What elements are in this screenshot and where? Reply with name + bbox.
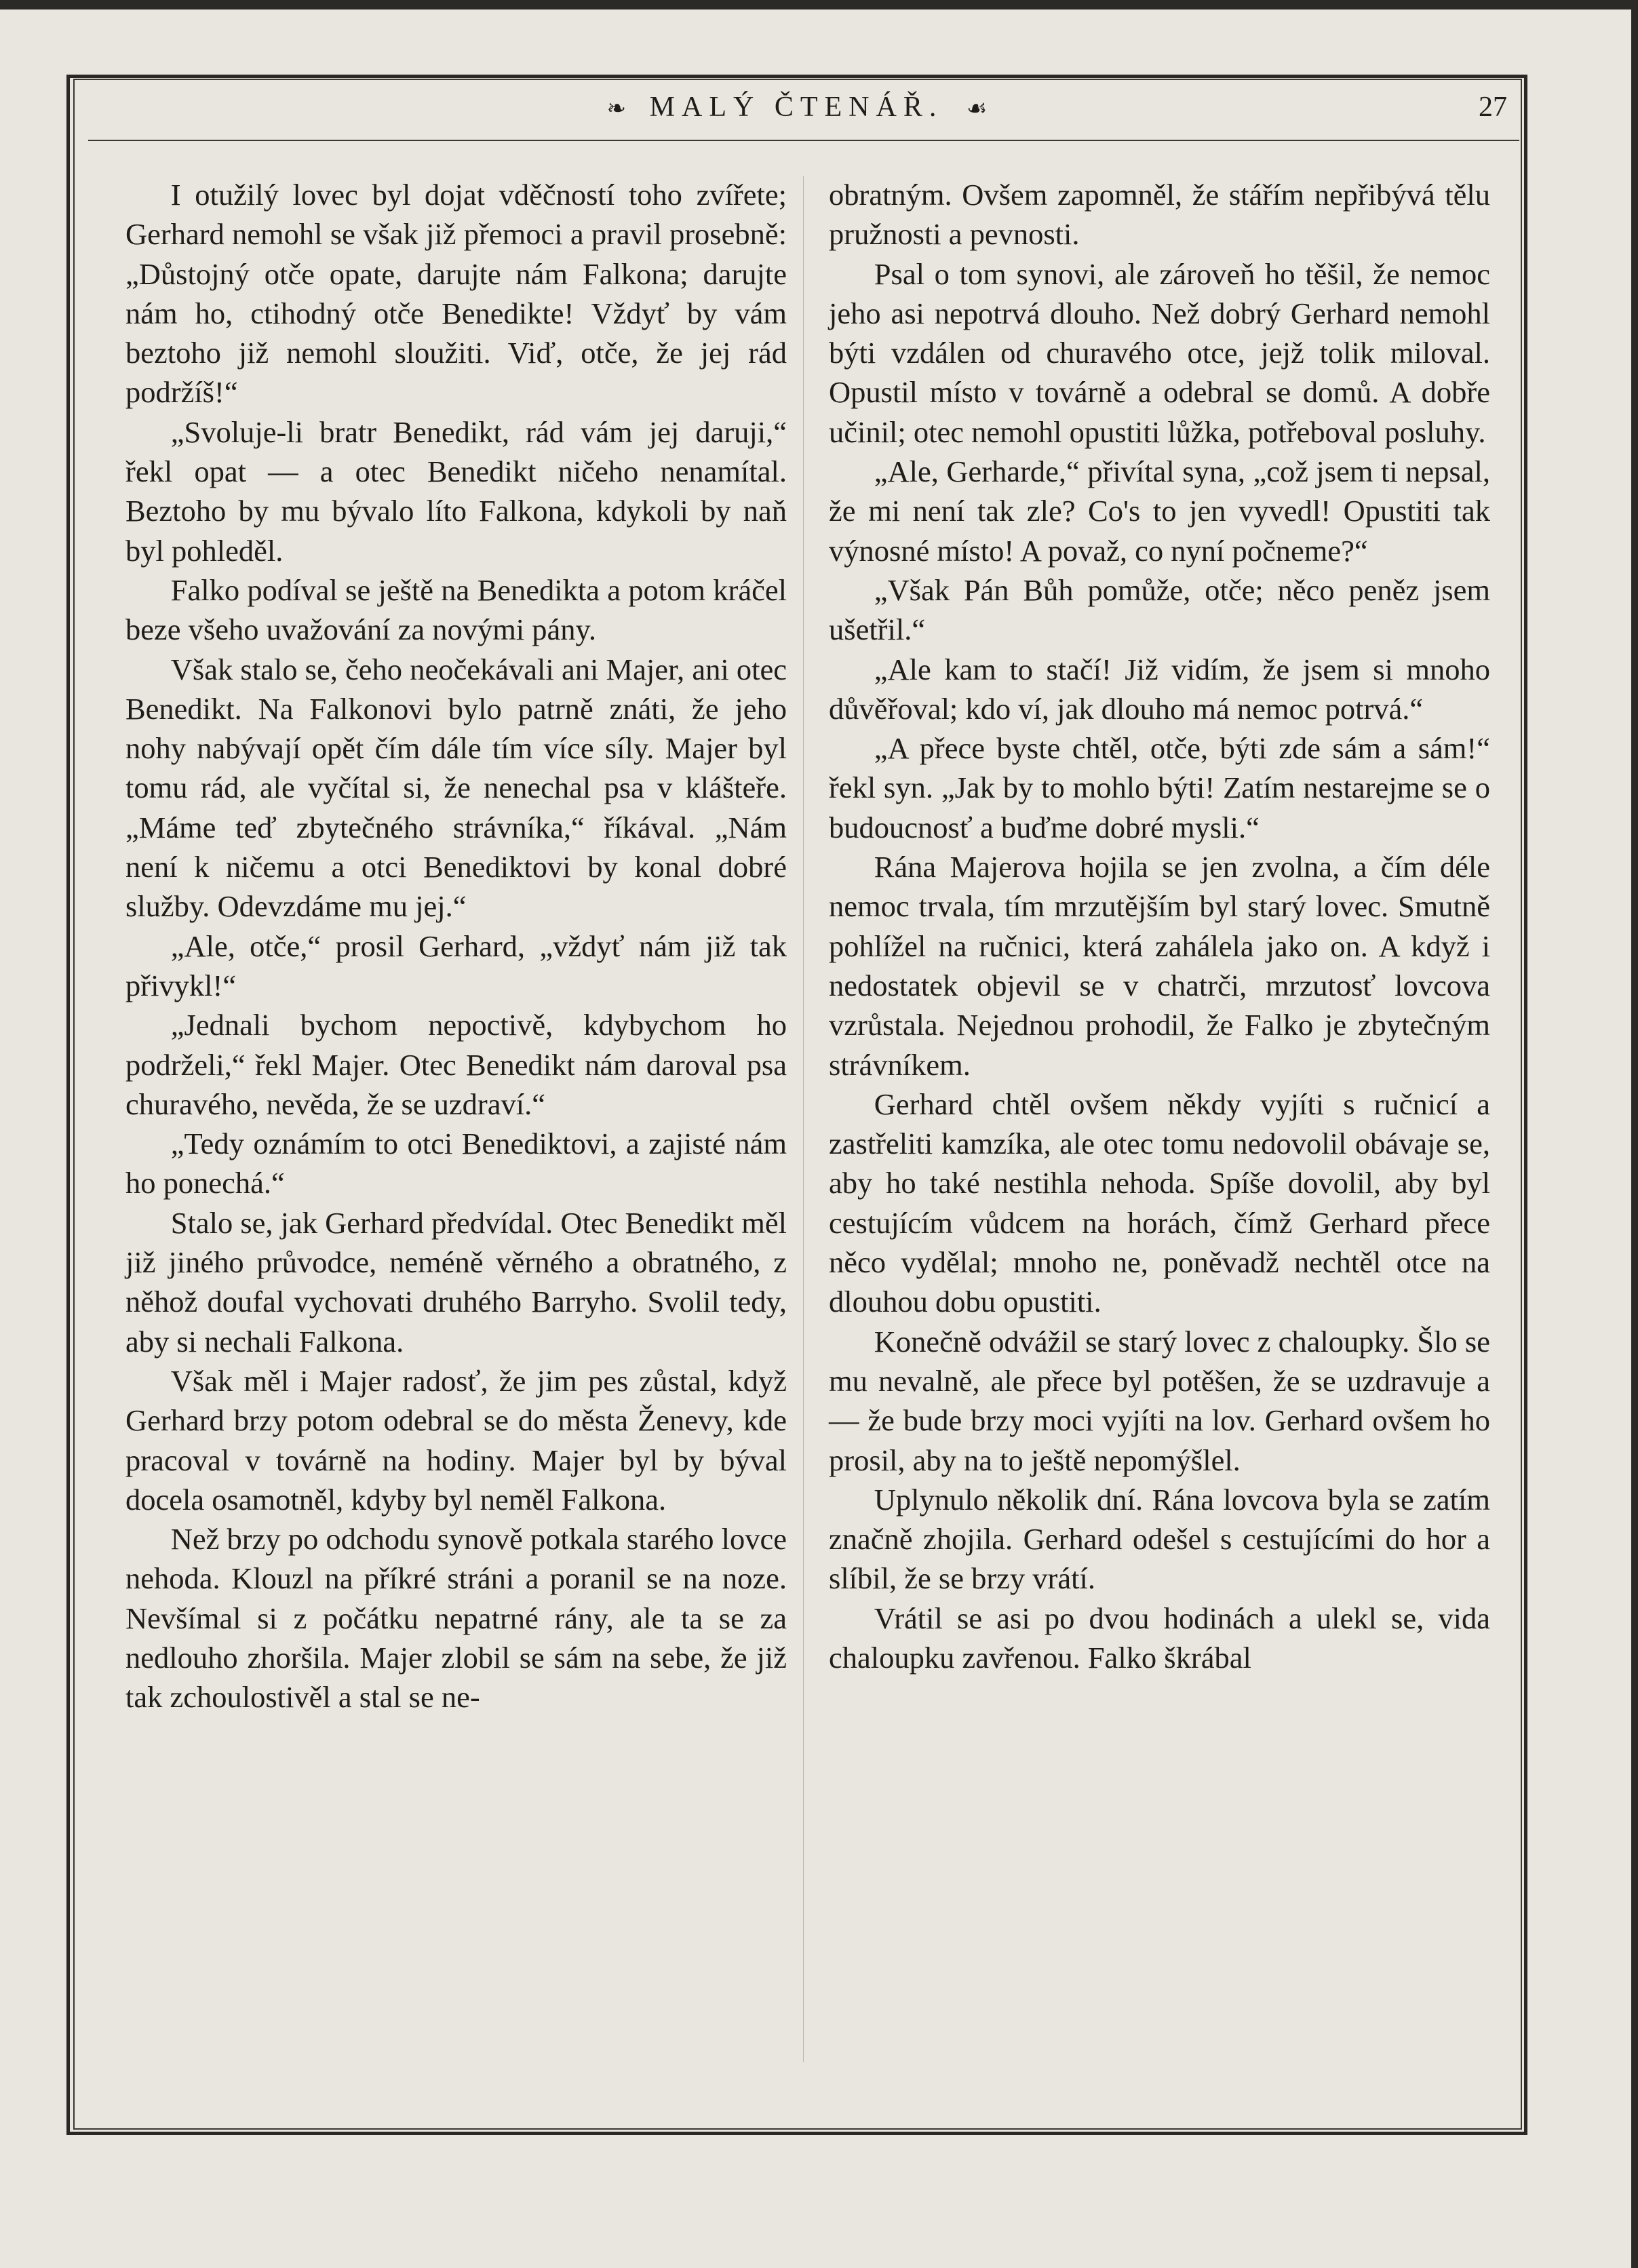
column-divider [803,176,804,2062]
header-rule [88,140,1519,141]
paragraph: „Tedy oznámím to otci Benediktovi, a zajisté nám ho ponechá.“ [125,1127,787,1200]
paragraph: Psal o tom synovi, ale zároveň ho těšil, že nemoc jeho asi nepotrvá dlouho. Než dobrý Gerhard nemohl býti vzdálen od churavého otce, jejž tolik miloval. Opustil místo v továrně a odebral se domů. A dobře učinil; otec nemohl opustiti lůžka, potřeboval posluhy. [829,256,1490,449]
paragraph: Falko podíval se ještě na Benedikta a potom kráčel beze všeho uvažování za novými pány. [125,572,787,647]
paragraph: Uplynulo několik dní. Rána lovcova byla se zatím značně zhojila. Gerhard odešel s cestujícími do hor a slíbil, že se brzy vrátí. [829,1482,1490,1596]
page-number: 27 [1479,92,1507,123]
running-header [75,85,1519,140]
paragraph: Než brzy po odchodu synově potkala starého lovce nehoda. Klouzl na příkré stráni a poranil se na noze. Nevšímal si z počátku nepatrné rány, ale ta se za nedlouho zhoršila. Majer zlobil se sám na sebe, že již tak zchoulostivěl a stal se ne- [125,1522,787,1715]
paragraph: Však stalo se, čeho neočekávali ani Majer, ani otec Benedikt. Na Falkonovi bylo patrně znáti, že jeho nohy nabývají opět čím dále tím více síly. Majer byl tomu rád, ale vyčítal si, že nenechal psa v klášteře. „Máme teď zbytečného strávníka,“ říkával. „Nám není k ničemu a otci Benediktovi by konal dobré služby. Odevzdáme mu jej.“ [125,652,787,924]
left-ornament-icon: ❧ [606,96,627,121]
paragraph: Konečně odvážil se starý lovec z chaloupky. Šlo se mu nevalně, ale přece byl potěšen, že se uzdravuje a — že bude brzy moci vyjíti na lov. Gerhard ovšem ho prosil, aby na to ještě nepomýšlel. [829,1324,1490,1477]
scan-edge-top [0,0,1638,9]
right-ornament-icon: ☙ [966,96,988,121]
paragraph: Však měl i Majer radosť, že jim pes zůstal, když Gerhard brzy potom odebral se do města Ženevy, kde pracoval v továrně na hodiny. Majer byl by býval docela osamotněl, kdyby byl neměl Falkona. [125,1363,787,1517]
left-column [125,175,787,2074]
paragraph: I otužilý lovec byl dojat vděčností toho zvířete; Gerhard nemohl se však již přemoci a pravil prosebně: „Důstojný otče opate, darujte nám Falkona; darujte nám ho, ctihodný otče Benedikte! Vždyť by vám beztoho již nemohl sloužiti. Viď, otče, že jej rád podržíš!“ [125,178,787,410]
paragraph: Stalo se, jak Gerhard předvídal. Otec Benedikt měl již jiného průvodce, neméně věrného a obratného, z něhož doufal vychovati druhého Barryho. Svolil tedy, aby si nechali Falkona. [125,1205,787,1358]
journal-title: MALÝ ČTENÁŘ. [649,92,943,123]
scan-edge-right [1631,0,1638,2268]
paragraph: „Však Pán Bůh pomůže, otče; něco peněz jsem ušetřil.“ [829,572,1490,647]
paragraph: Vrátil se asi po dvou hodinách a ulekl se, vida chaloupku zavřenou. Falko škrábal [829,1601,1490,1675]
paragraph: „Ale kam to stačí! Již vidím, že jsem si mnoho důvěřoval; kdo ví, jak dlouho má nemoc potrvá.“ [829,652,1490,726]
paragraph: Gerhard chtěl ovšem někdy vyjíti s ručnicí a zastřeliti kamzíka, ale otec tomu nedovolil obávaje se, aby ho také nestihla nehoda. Spíše dovolil, aby byl cestujícím vůdcem na horách, čímž Gerhard přece něco vydělal; mnoho ne, poněvadž nechtěl otce na dlouhou dobu opustiti. [829,1087,1490,1319]
paragraph: „Ale, otče,“ prosil Gerhard, „vždyť nám již tak přivykl!“ [125,928,787,1002]
right-column [829,175,1490,2074]
paragraph-continued: obratným. Ovšem zapomněl, že stářím nepřibývá tělu pružnosti a pevnosti. [829,178,1490,252]
paragraph: „Jednali bychom nepoctivě, kdybychom ho podrželi,“ řekl Majer. Otec Benedikt nám daroval psa churavého, nevěda, že se uzdraví.“ [125,1008,787,1121]
paragraph: „A přece byste chtěl, otče, býti zde sám a sám!“ řekl syn. „Jak by to mohlo býti! Zatím nestarejme se o budoucnosť a buďme dobré mysli.“ [829,731,1490,844]
journal-title-line [75,91,1519,123]
paragraph: „Ale, Gerharde,“ přivítal syna, „což jsem ti nepsal, že mi není tak zle? Co's to jen vyvedl! Opustiti tak výnosné místo! A považ, co nyní počneme?“ [829,454,1490,568]
paragraph: Rána Majerova hojila se jen zvolna, a čím déle nemoc trvala, tím mrzutějším byl starý lovec. Smutně pohlížel na ručnici, která zahálela jako on. A když i nedostatek objevil se v chatrči, mrzutosť lovcova vzrůstala. Nejednou prohodil, že Falko je zbytečným strávníkem. [829,850,1490,1082]
paragraph: „Svoluje-li bratr Benedikt, rád vám jej daruji,“ řekl opat — a otec Benedikt ničeho nenamítal. Beztoho by mu bývalo líto Falkona, kdykoli by naň byl pohleděl. [125,414,787,568]
